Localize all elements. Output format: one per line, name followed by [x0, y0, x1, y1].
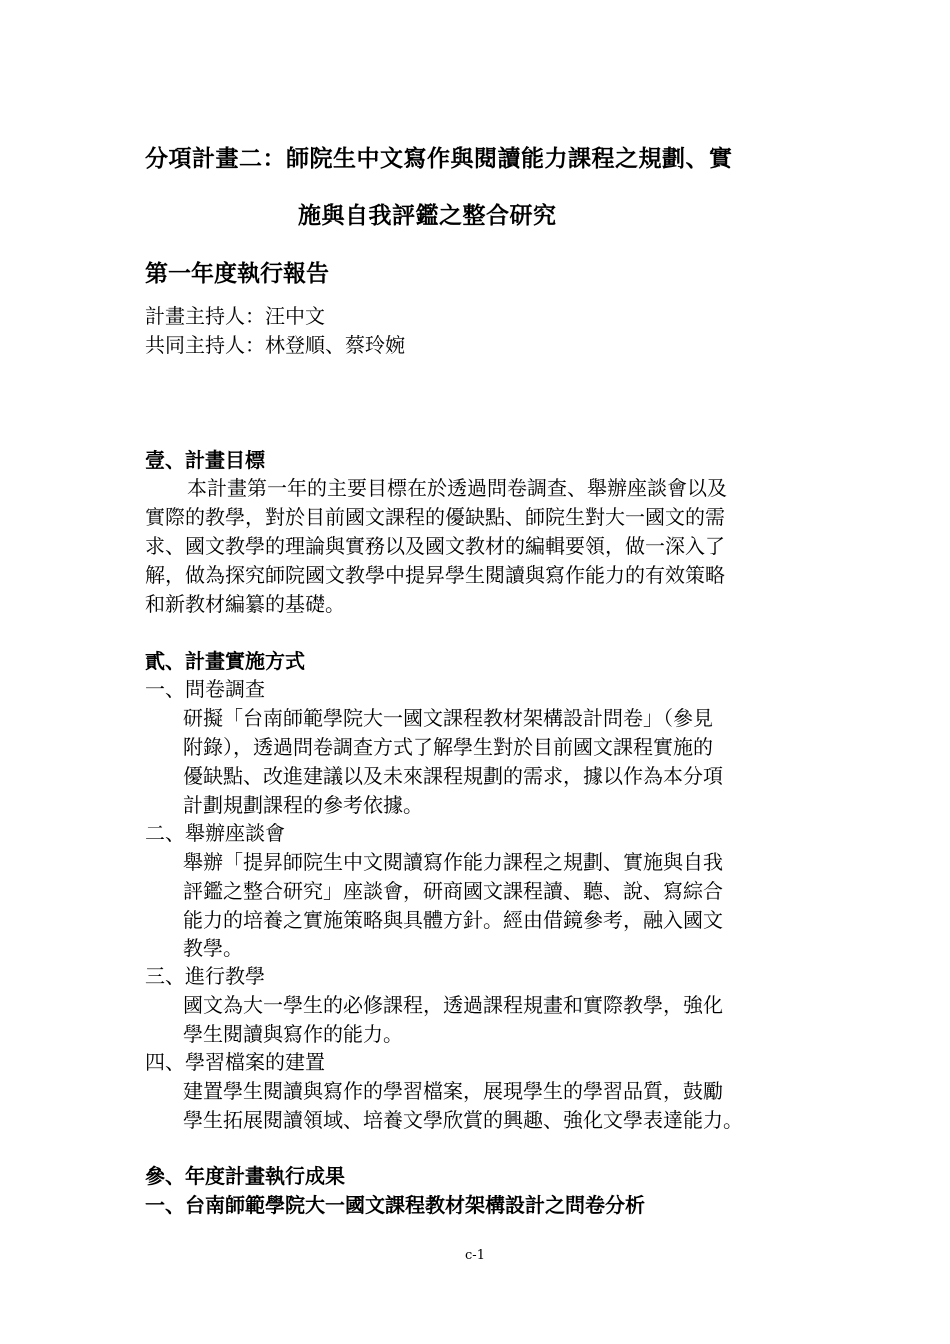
section1-line: 和新教材編纂的基礎。 — [145, 592, 345, 616]
item-body-line: 研擬「台南師範學院大一國文課程教材架構設計問卷」（參見 — [183, 706, 713, 730]
section3-subheading: 一、台南師範學院大一國文課程教材架構設計之問卷分析 — [145, 1193, 645, 1217]
item-body-line: 國文為大一學生的必修課程，透過課程規畫和實際教學，強化 — [183, 993, 723, 1017]
report-subtitle: 第一年度執行報告 — [145, 260, 329, 287]
section1-line: 實際的教學，對於目前國文課程的優缺點、師院生對大一國文的需 — [145, 505, 725, 529]
item-body-line: 學生拓展閱讀領域、培養文學欣賞的興趣、強化文學表達能力。 — [183, 1108, 743, 1132]
item-questionnaire-title: 一、問卷調查 — [145, 677, 265, 701]
item-teaching-title: 三、進行教學 — [145, 964, 265, 988]
page-number: c-1 — [465, 1248, 485, 1263]
item-body-line: 附錄），透過問卷調查方式了解學生對於目前國文課程實施的 — [183, 735, 713, 759]
item-body-line: 舉辦「提昇師院生中文閱讀寫作能力課程之規劃、實施與自我 — [183, 850, 723, 874]
item-portfolio-title: 四、學習檔案的建置 — [145, 1050, 325, 1074]
section2-heading: 貳、計畫實施方式 — [145, 649, 305, 673]
section1-line: 解，做為探究師院國文教學中提昇學生閱讀與寫作能力的有效策略 — [145, 563, 725, 587]
item-body-line: 學生閱讀與寫作的能力。 — [183, 1022, 403, 1046]
item-body-line: 優缺點、改進建議以及未來課程規劃的需求，據以作為本分項 — [183, 764, 723, 788]
item-forum-title: 二、舉辦座談會 — [145, 821, 285, 845]
item-body-line: 評鑑之整合研究」座談會，研商國文課程讀、聽、說、寫綜合 — [183, 879, 723, 903]
principal-investigator: 計畫主持人：汪中文 — [145, 304, 325, 328]
co-investigators: 共同主持人：林登順、蔡玲婉 — [145, 333, 405, 357]
section3-heading: 參、年度計畫執行成果 — [145, 1164, 345, 1188]
item-body-line: 計劃規劃課程的參考依據。 — [183, 793, 423, 817]
section1-line: 本計畫第一年的主要目標在於透過問卷調查、舉辦座談會以及 — [187, 476, 727, 500]
item-body-line: 建置學生閱讀與寫作的學習檔案，展現學生的學習品質，鼓勵 — [183, 1079, 723, 1103]
item-body-line: 教學。 — [183, 936, 243, 960]
project-title-line1: 分項計畫二：師院生中文寫作與閱讀能力課程之規劃、實 — [145, 145, 733, 172]
project-title-line2: 施與自我評鑑之整合研究 — [298, 202, 557, 229]
section1-line: 求、國文教學的理論與實務以及國文教材的編輯要領，做一深入了 — [145, 534, 725, 558]
section1-heading: 壹、計畫目標 — [145, 448, 265, 472]
item-body-line: 能力的培養之實施策略與具體方針。經由借鏡參考，融入國文 — [183, 908, 723, 932]
